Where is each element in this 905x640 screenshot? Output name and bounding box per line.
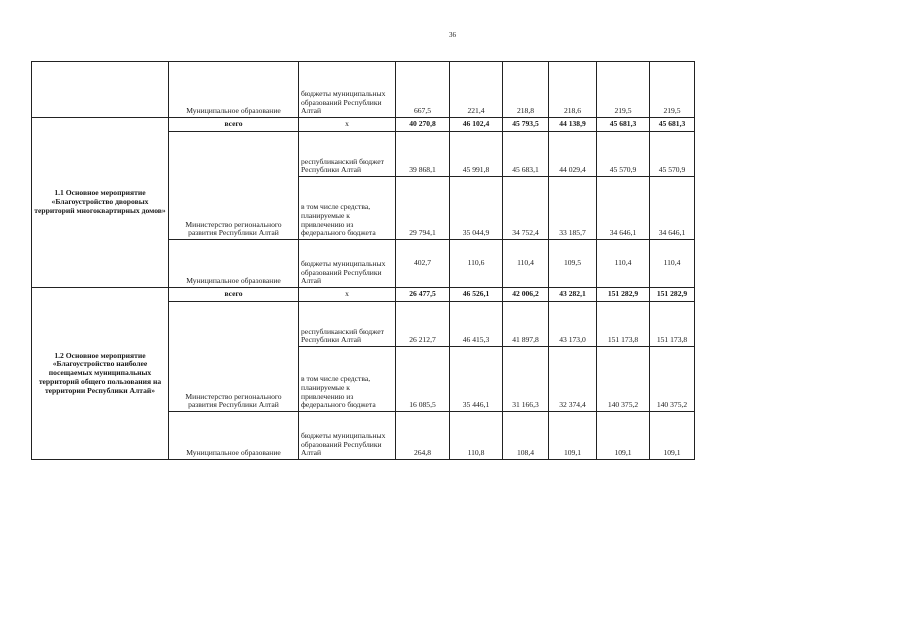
total-value: 151 282,9: [650, 288, 695, 302]
activity-cell: 1.2 Основное мероприятие «Благоустройство наиболее посещаемых муниципальных территорий общего пользования на территории Республики Алтай»: [32, 288, 169, 460]
executor-cell: Министерство регионального развития Республики Алтай: [169, 132, 299, 240]
total-value: 40 270,8: [396, 118, 450, 132]
total-value: 43 282,1: [549, 288, 597, 302]
executor-cell: Муниципальное образование: [169, 62, 299, 118]
total-label: всего: [169, 288, 299, 302]
total-value: 45 793,5: [503, 118, 549, 132]
value-cell: 218,8: [503, 62, 549, 118]
total-value: 45 681,3: [650, 118, 695, 132]
total-value: 46 102,4: [450, 118, 503, 132]
value-cell: 43 173,0: [549, 302, 597, 347]
activity-cell: [32, 62, 169, 118]
value-cell: 31 166,3: [503, 347, 549, 412]
value-cell: 45 570,9: [650, 132, 695, 177]
value-cell: 264,8: [396, 412, 450, 460]
value-cell: 151 173,8: [597, 302, 650, 347]
value-cell: 44 029,4: [549, 132, 597, 177]
value-cell: 34 646,1: [650, 177, 695, 240]
source-cell: республиканский бюджет Республики Алтай: [299, 132, 396, 177]
source-cell: в том числе средства, планируемые к привлечению из федерального бюджета: [299, 347, 396, 412]
value-cell: 34 646,1: [597, 177, 650, 240]
source-cell: бюджеты муниципальных образований Республики Алтай: [299, 240, 396, 288]
value-cell: 667,5: [396, 62, 450, 118]
source-cell: республиканский бюджет Республики Алтай: [299, 302, 396, 347]
value-cell: 109,1: [597, 412, 650, 460]
value-cell: 35 446,1: [450, 347, 503, 412]
value-cell: 218,6: [549, 62, 597, 118]
value-cell: 41 897,8: [503, 302, 549, 347]
executor-cell: Министерство регионального развития Республики Алтай: [169, 302, 299, 412]
source-cell: бюджеты муниципальных образований Республики Алтай: [299, 412, 396, 460]
value-cell: 221,4: [450, 62, 503, 118]
value-cell: 110,4: [650, 240, 695, 288]
table-row: [32, 62, 695, 118]
total-row: [32, 118, 695, 132]
value-cell: 219,5: [650, 62, 695, 118]
value-cell: 402,7: [396, 240, 450, 288]
value-cell: 219,5: [597, 62, 650, 118]
executor-cell: Муниципальное образование: [169, 240, 299, 288]
value-cell: 46 415,3: [450, 302, 503, 347]
value-cell: 34 752,4: [503, 177, 549, 240]
value-cell: 110,8: [450, 412, 503, 460]
value-cell: 140 375,2: [597, 347, 650, 412]
total-value: 42 006,2: [503, 288, 549, 302]
total-source: x: [299, 288, 396, 302]
total-value: 46 526,1: [450, 288, 503, 302]
value-cell: 151 173,8: [650, 302, 695, 347]
value-cell: 35 044,9: [450, 177, 503, 240]
value-cell: 109,5: [549, 240, 597, 288]
source-cell: бюджеты муниципальных образований Республики Алтай: [299, 62, 396, 118]
activity-cell: 1.1 Основное мероприятие «Благоустройство дворовых территорий многоквартирных домов»: [32, 118, 169, 288]
total-value: 26 477,5: [396, 288, 450, 302]
total-value: 151 282,9: [597, 288, 650, 302]
value-cell: 45 991,8: [450, 132, 503, 177]
executor-cell: Муниципальное образование: [169, 412, 299, 460]
value-cell: 16 085,5: [396, 347, 450, 412]
value-cell: 26 212,7: [396, 302, 450, 347]
value-cell: 109,1: [549, 412, 597, 460]
total-value: 44 138,9: [549, 118, 597, 132]
value-cell: 33 185,7: [549, 177, 597, 240]
total-value: 45 681,3: [597, 118, 650, 132]
value-cell: 108,4: [503, 412, 549, 460]
value-cell: 140 375,2: [650, 347, 695, 412]
source-cell: в том числе средства, планируемые к привлечению из федерального бюджета: [299, 177, 396, 240]
value-cell: 29 794,1: [396, 177, 450, 240]
value-cell: 109,1: [650, 412, 695, 460]
page-number: 36: [449, 31, 456, 39]
value-cell: 110,4: [503, 240, 549, 288]
total-row: [32, 288, 695, 302]
value-cell: 45 683,1: [503, 132, 549, 177]
budget-table: [31, 61, 695, 460]
value-cell: 45 570,9: [597, 132, 650, 177]
value-cell: 32 374,4: [549, 347, 597, 412]
value-cell: 110,6: [450, 240, 503, 288]
total-source: x: [299, 118, 396, 132]
value-cell: 110,4: [597, 240, 650, 288]
value-cell: 39 868,1: [396, 132, 450, 177]
total-label: всего: [169, 118, 299, 132]
